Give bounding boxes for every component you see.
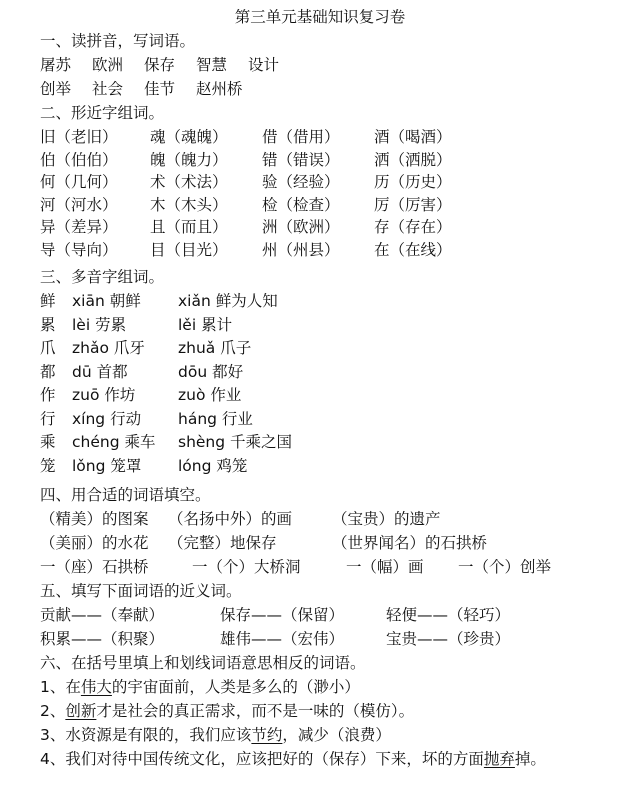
polyphone-reading: chéng 乘车	[72, 433, 156, 451]
pinyin-word: 屠苏	[40, 56, 72, 74]
antonym-item-3: 3、水资源是有限的，我们应该节约，减少（浪费）	[40, 726, 391, 744]
synonym-item: 积累——（积聚）	[40, 630, 165, 648]
similar-char-item: 异（差异）	[40, 218, 118, 236]
fill-item: （名扬中外）的画	[168, 510, 293, 528]
polyphone-reading: dōu 都好	[178, 362, 244, 381]
similar-char-item: 洒（洒脱）	[374, 150, 452, 169]
similar-char-item: 验（经验）	[262, 173, 340, 191]
similar-char-item: 厉（厉害）	[374, 195, 452, 214]
similar-char-item: 检（检查）	[262, 195, 340, 214]
polyphone-char: 爪	[40, 339, 56, 357]
pinyin-word: 智慧	[196, 56, 228, 74]
pinyin-word: 欧洲	[92, 56, 124, 74]
synonym-item: 宝贵——（珍贵）	[386, 630, 511, 648]
section-3-heading: 三、多音字组词。	[40, 268, 165, 286]
polyphone-char: 鲜	[40, 292, 56, 310]
pinyin-word: 保存	[144, 56, 176, 74]
polyphone-reading: lèi 劳累	[72, 315, 127, 334]
antonym-item-1: 1、在伟大的宇宙面前，人类是多么的（渺小）	[40, 678, 360, 696]
synonym-item: 保存——（保留）	[220, 606, 345, 624]
similar-char-item: 木（木头）	[150, 195, 228, 214]
polyphone-reading: zuō 作坊	[72, 386, 136, 404]
polyphone-reading: zhǎo 爪牙	[72, 339, 145, 357]
polyphone-reading: háng 行业	[178, 409, 253, 428]
polyphone-char: 都	[40, 362, 56, 381]
polyphone-reading: xiān 朝鲜	[72, 292, 141, 310]
similar-char-item: 导（导向）	[40, 240, 118, 259]
synonym-item: 轻便——（轻巧）	[386, 606, 511, 624]
pinyin-word: 社会	[92, 80, 124, 98]
similar-char-item: 在（在线）	[374, 240, 452, 259]
section-1-heading: 一、读拼音，写词语。	[40, 32, 196, 50]
fill-item: 一（个）大桥洞	[192, 558, 301, 576]
similar-char-item: 州（州县）	[262, 240, 340, 259]
similar-char-item: 魄（魄力）	[150, 150, 228, 169]
fill-item: 一（座）石拱桥	[40, 558, 149, 576]
similar-char-item: 魂（魂魄）	[150, 128, 228, 146]
similar-char-item: 术（术法）	[150, 173, 228, 191]
polyphone-char: 累	[40, 315, 56, 334]
underlined-word: 节约	[251, 726, 283, 744]
polyphone-char: 乘	[40, 433, 56, 451]
section-4-heading: 四、用合适的词语填空。	[40, 486, 211, 504]
polyphone-reading: zuò 作业	[178, 386, 242, 404]
fill-item: （宝贵）的遗产	[332, 510, 441, 528]
underlined-word: 创新	[65, 702, 97, 720]
similar-char-item: 旧（老旧）	[40, 128, 118, 146]
polyphone-reading: dū 首都	[72, 362, 128, 381]
similar-char-item: 何（几何）	[40, 173, 118, 191]
fill-item: （美丽）的水花	[40, 534, 149, 552]
fill-item: 一（个）创举	[458, 558, 552, 576]
polyphone-char: 行	[40, 409, 56, 428]
synonym-item: 雄伟——（宏伟）	[220, 630, 345, 648]
similar-char-item: 洲（欧洲）	[262, 218, 340, 236]
fill-item: 一（幅）画	[346, 558, 424, 576]
underlined-word: 伟大	[80, 678, 112, 696]
polyphone-reading: lěi 累计	[178, 315, 233, 334]
similar-char-item: 目（目光）	[150, 240, 228, 259]
synonym-item: 贡献——（奉献）	[40, 606, 165, 624]
similar-char-item: 且（而且）	[150, 218, 228, 236]
section-5-heading: 五、填写下面词语的近义词。	[40, 582, 242, 600]
polyphone-reading: xíng 行动	[72, 409, 142, 428]
similar-char-item: 历（历史）	[374, 173, 452, 191]
section-2-heading: 二、形近字组词。	[40, 104, 165, 122]
pinyin-word: 设计	[248, 56, 280, 74]
polyphone-reading: zhuǎ 爪子	[178, 339, 252, 357]
polyphone-reading: xiǎn 鲜为人知	[178, 292, 278, 310]
section-6-heading: 六、在括号里填上和划线词语意思相反的词语。	[40, 654, 366, 672]
fill-item: （完整）地保存	[168, 534, 277, 552]
antonym-item-4: 4、我们对待中国传统文化，应该把好的（保存）下来，坏的方面抛弃掉。	[40, 750, 546, 768]
similar-char-item: 河（河水）	[40, 195, 118, 214]
similar-char-item: 酒（喝酒）	[374, 128, 452, 146]
pinyin-word: 创举	[40, 80, 72, 98]
polyphone-char: 作	[40, 386, 56, 404]
similar-char-item: 伯（伯伯）	[40, 150, 118, 169]
pinyin-word: 佳节	[144, 80, 176, 98]
fill-item: （精美）的图案	[40, 510, 149, 528]
polyphone-reading: lóng 鸡笼	[178, 456, 248, 475]
pinyin-word: 赵州桥	[196, 80, 243, 98]
similar-char-item: 错（错误）	[262, 150, 340, 169]
fill-item: （世界闻名）的石拱桥	[332, 534, 488, 552]
worksheet-title: 第三单元基础知识复习卷	[234, 8, 406, 26]
polyphone-reading: lǒng 笼罩	[72, 456, 142, 475]
polyphone-char: 笼	[40, 456, 56, 475]
polyphone-reading: shèng 千乘之国	[178, 433, 293, 451]
similar-char-item: 存（存在）	[374, 218, 452, 236]
underlined-word: 抛弃	[483, 750, 515, 768]
similar-char-item: 借（借用）	[262, 128, 340, 146]
antonym-item-2: 2、创新才是社会的真正需求，而不是一味的（模仿）。	[40, 702, 415, 720]
